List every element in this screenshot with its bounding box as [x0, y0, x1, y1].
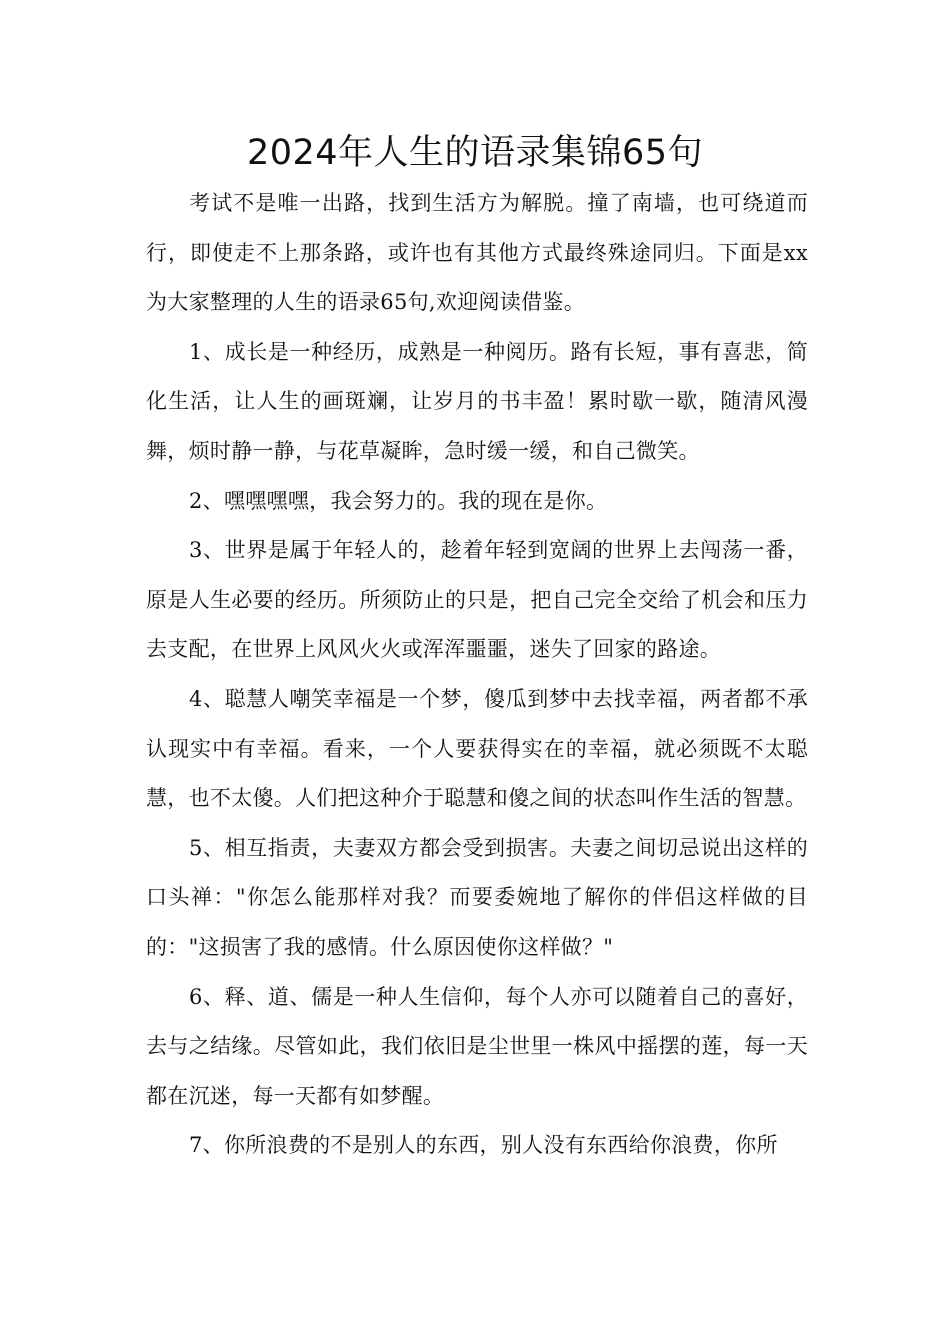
quote-paragraph-5: 5、相互指责，夫妻双方都会受到损害。夫妻之间切忌说出这样的口头禅："你怎么能那样对我？而要委婉地了解你的伴侣这样做的目的："这损害了我的感情。什么原因使你这样做？": [146, 835, 808, 959]
quote-paragraph-7: 7、你所浪费的不是别人的东西，别人没有东西给你浪费，你所: [189, 1133, 778, 1158]
quote-paragraph-4: 4、聪慧人嘲笑幸福是一个梦，傻瓜到梦中去找幸福，两者都不承认现实中有幸福。看来，一个人要获得实在的幸福，就必须既不太聪慧，也不太傻。人们把这种介于聪慧和傻之间的状态叫作生活的智慧。: [146, 686, 808, 811]
quote-paragraph-3: 3、世界是属于年轻人的，趁着年轻到宽阔的世界上去闯荡一番，原是人生必要的经历。所须防止的只是，把自己完全交给了机会和压力去支配，在世界上风风火火或浑浑噩噩，迷失了回家的路途。: [146, 538, 808, 662]
intro-paragraph: 考试不是唯一出路，找到生活方为解脱。撞了南墙，也可绕道而行，即使走不上那条路，或许也有其他方式最终殊途同归。下面是xx为大家整理的人生的语录65句,欢迎阅读借鉴。: [146, 191, 808, 315]
quote-paragraph-1: 1、成长是一种经历，成熟是一种阅历。路有长短，事有喜悲，简化生活，让人生的画斑斓，让岁月的书丰盈！累时歇一歇，随清风漫舞，烦时静一静，与花草凝眸，急时缓一缓，和自己微笑。: [146, 339, 808, 463]
quote-paragraph-2: 2、嘿嘿嘿嘿，我会努力的。我的现在是你。: [189, 488, 608, 513]
document-body: [146, 179, 808, 1171]
quote-paragraph-6: 6、释、道、儒是一种人生信仰，每个人亦可以随着自己的喜好，去与之结缘。尽管如此，我们依旧是尘世里一株风中摇摆的莲，每一天都在沉迷，每一天都有如梦醒。: [146, 984, 808, 1108]
document-title: 2024年人生的语录集锦65句: [246, 133, 704, 173]
